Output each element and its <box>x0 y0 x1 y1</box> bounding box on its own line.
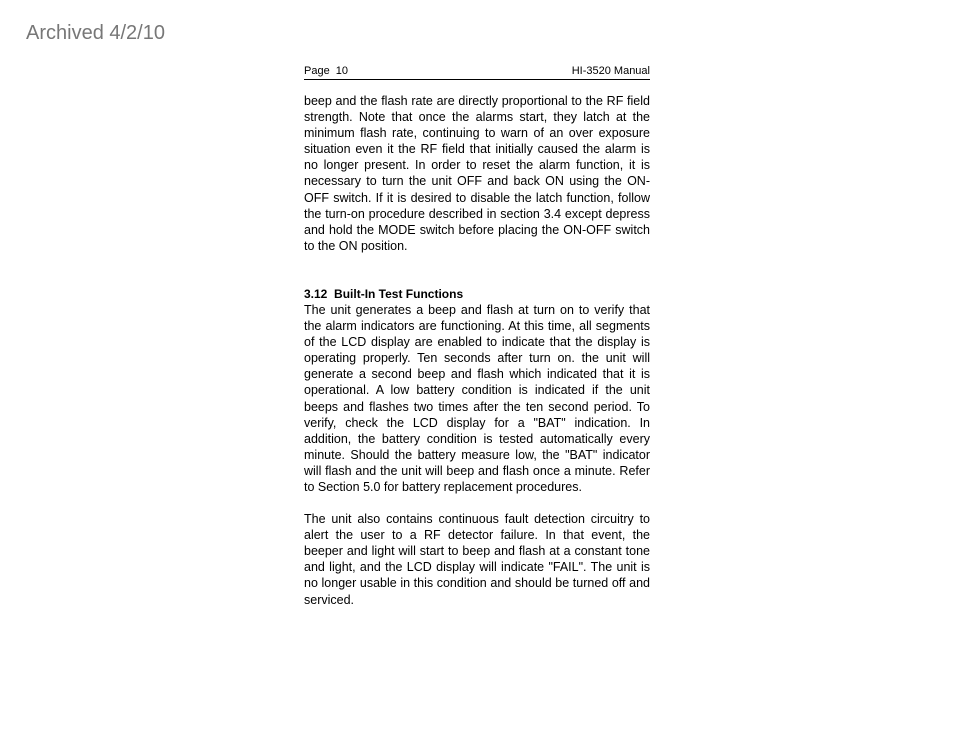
paragraph-built-in-test: The unit generates a beep and flash at turn on to verify that the alarm indicators are functioning. At this time, all segments of the LCD display are enabled to indicate that the display is operating properly. Ten seconds after turn on. the unit will generate a second beep and flash which indicated that it is operational. A low battery condition is indicated if the unit beeps and flashes two times after the ten second period. To verify, check the LCD display for a "BAT" indication. In addition, the battery condition is tested automatically every minute. Should the battery measure low, the "BAT" indicator will flash and the unit will beep and flash once a minute. Refer to Section 5.0 for battery replacement procedures. <box>304 302 650 494</box>
section-title: Built-In Test Functions <box>334 286 464 301</box>
archived-watermark: Archived 4/2/10 <box>26 22 165 44</box>
spacer <box>304 254 650 286</box>
page-number: Page 10 <box>304 65 349 77</box>
section-heading <box>304 286 650 302</box>
section-number: 3.12 <box>304 286 328 301</box>
manual-title: HI-3520 Manual <box>571 65 650 77</box>
page-body <box>304 93 650 608</box>
page-header <box>304 65 650 80</box>
spacer <box>304 495 650 511</box>
paragraph-fault-detection: The unit also contains continuous fault detection circuitry to alert the user to a RF detector failure. In that event, the beeper and light will start to beep and flash at a constant tone and light, and the LCD display will indicate "FAIL". The unit is no longer usable in this condition and should be turned off and serviced. <box>304 512 650 607</box>
paragraph-latch-function: beep and the flash rate are directly proportional to the RF field strength. Note that once the alarms start, they latch at the minimum flash rate, continuing to warn of an over exposure situation even it the RF field that initially caused the alarm is no longer present. In order to reset the alarm function, it is necessary to turn the unit OFF and back ON using the ON-OFF switch. If it is desired to disable the latch function, follow the turn-on procedure described in section 3.4 except depress and hold the MODE switch before placing the ON-OFF switch to the ON position. <box>304 94 650 253</box>
